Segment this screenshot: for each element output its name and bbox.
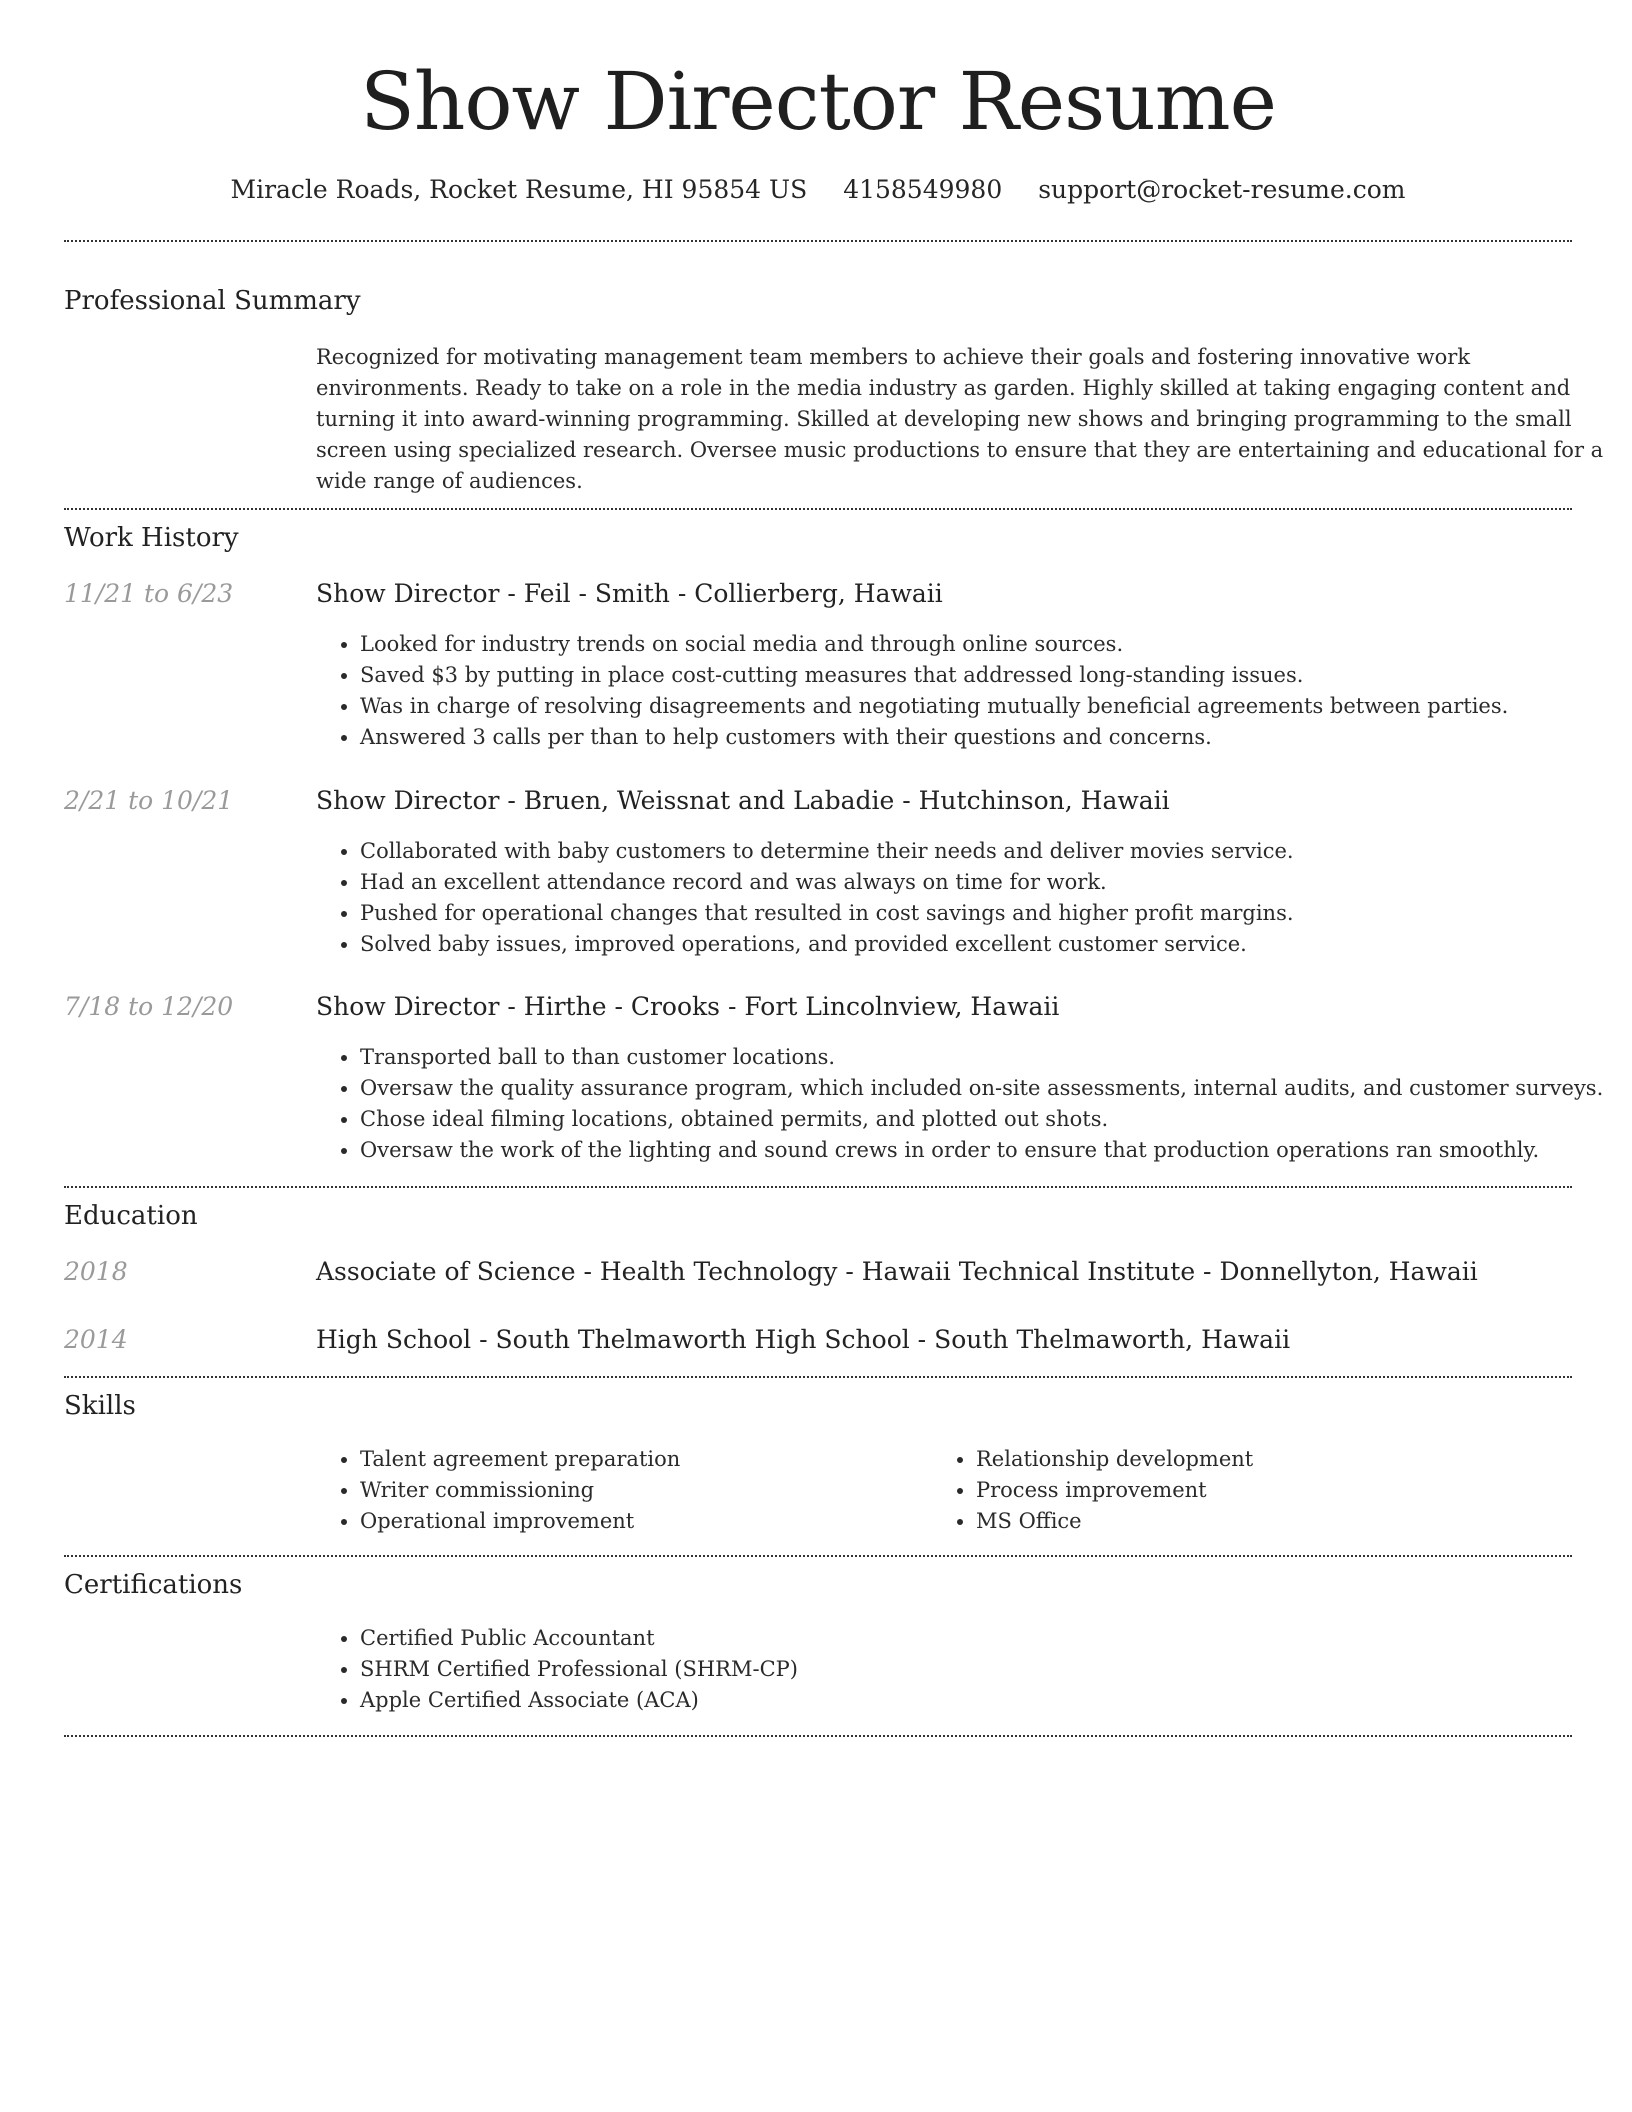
contact-address: Miracle Roads, Rocket Resume, HI 95854 US — [230, 175, 808, 204]
divider — [64, 1186, 1572, 1188]
section-title-education: Education — [64, 1201, 198, 1231]
list-item: • Apple Certified Associate (ACA) — [360, 1685, 1360, 1716]
job-dates: 2/21 to 10/21 — [64, 786, 234, 815]
job-bullets — [316, 629, 1616, 753]
skills-list-right — [932, 1444, 1576, 1537]
section-title-certifications: Certifications — [64, 1570, 243, 1600]
list-item: • Answered 3 calls per than to help customers with their questions and concerns. — [360, 722, 1616, 753]
list-item: • Writer commissioning — [360, 1475, 960, 1506]
list-item: • Relationship development — [976, 1444, 1576, 1475]
education-year: 2018 — [64, 1257, 128, 1286]
list-item: • Process improvement — [976, 1475, 1576, 1506]
list-item: • Had an excellent attendance record and was always on time for work. — [360, 867, 1616, 898]
list-item: • Oversaw the quality assurance program, which included on-site assessments, internal audits, and customer surveys. — [360, 1073, 1616, 1104]
list-item: • Solved baby issues, improved operations, and provided excellent customer service. — [360, 929, 1616, 960]
list-item: • Collaborated with baby customers to determine their needs and deliver movies service. — [360, 836, 1616, 867]
job-title: Show Director - Bruen, Weissnat and Labadie - Hutchinson, Hawaii — [316, 786, 1170, 815]
list-item: • Pushed for operational changes that resulted in cost savings and higher profit margins. — [360, 898, 1616, 929]
education-entry: High School - South Thelmaworth High School - South Thelmaworth, Hawaii — [316, 1325, 1291, 1354]
education-entry: Associate of Science - Health Technology - Hawaii Technical Institute - Donnellyton, Hawaii — [316, 1257, 1478, 1286]
contact-line — [64, 172, 1572, 208]
list-item: • Saved $3 by putting in place cost-cutting measures that addressed long-standing issues. — [360, 660, 1616, 691]
job-bullets — [316, 1042, 1616, 1166]
job-dates: 11/21 to 6/23 — [64, 579, 234, 608]
summary-text: Recognized for motivating management team members to achieve their goals and fostering innovative work environments. Ready to take on a role in the media industry as garden. Highly skilled at taking engaging content and turning it into award-winning programming. Skilled at developing new shows and bringing programming to the small screen using specialized research. Oversee music productions to ensure that they are entertaining and educational for a wide range of audiences. — [316, 345, 1604, 493]
list-item: • Certified Public Accountant — [360, 1623, 1360, 1654]
list-item: • Chose ideal filming locations, obtained permits, and plotted out shots. — [360, 1104, 1616, 1135]
job-bullets — [316, 836, 1616, 960]
education-year: 2014 — [64, 1325, 128, 1354]
list-item: • Operational improvement — [360, 1506, 960, 1537]
job-dates: 7/18 to 12/20 — [64, 992, 234, 1021]
list-item: • SHRM Certified Professional (SHRM-CP) — [360, 1654, 1360, 1685]
list-item: • Oversaw the work of the lighting and sound crews in order to ensure that production operations ran smoothly. — [360, 1135, 1616, 1166]
section-title-summary: Professional Summary — [64, 286, 361, 316]
list-item: • Was in charge of resolving disagreements and negotiating mutually beneficial agreements between parties. — [360, 691, 1616, 722]
list-item: • Looked for industry trends on social media and through online sources. — [360, 629, 1616, 660]
divider — [64, 1735, 1572, 1737]
divider — [64, 1376, 1572, 1378]
list-item: • Transported ball to than customer locations. — [360, 1042, 1616, 1073]
divider — [64, 1555, 1572, 1557]
contact-email: support@rocket-resume.com — [1038, 175, 1406, 204]
divider — [64, 240, 1572, 242]
section-title-skills: Skills — [64, 1391, 136, 1421]
section-title-work: Work History — [64, 523, 239, 553]
job-title: Show Director - Hirthe - Crooks - Fort Lincolnview, Hawaii — [316, 992, 1060, 1021]
list-item: • Talent agreement preparation — [360, 1444, 960, 1475]
list-item: • MS Office — [976, 1506, 1576, 1537]
certifications-list — [316, 1623, 1360, 1716]
skills-list-left — [316, 1444, 960, 1537]
contact-phone: 4158549980 — [843, 175, 1003, 204]
resume-title: Show Director Resume — [360, 55, 1276, 148]
divider — [64, 508, 1572, 510]
job-title: Show Director - Feil - Smith - Collierberg, Hawaii — [316, 579, 943, 608]
